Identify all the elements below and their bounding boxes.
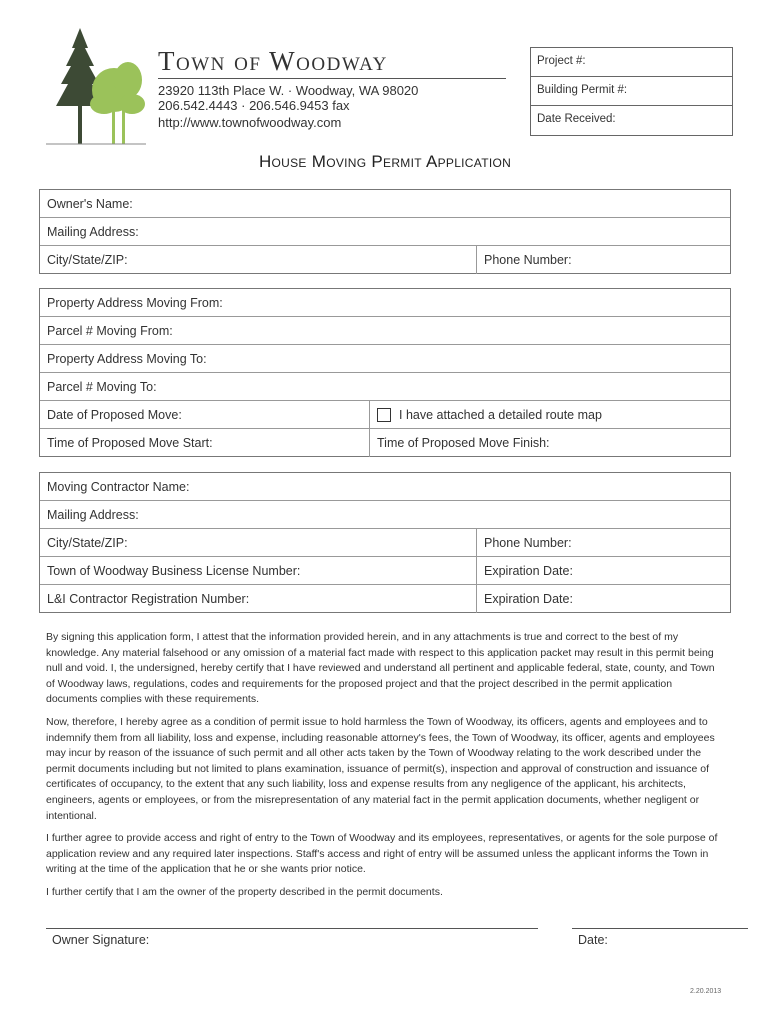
signature-date-label: Date: [578,933,608,947]
owner-name-label: Owner's Name: [47,197,133,211]
office-use-box [530,47,733,136]
town-website: http://www.townofwoodway.com [158,115,342,130]
terms-paragraph-2: Now, therefore, I hereby agree as a condition of permit issue to hold harmless the Town of Woodway, its officers, agents and employees and to indemnify them from all liability, loss and expense, including reasonable attorney's fees, the Town of Woodway, its officer, agents and employees may incur by reason of the issuance of such permit and all other acts taken by the Town of Woodway relating to the work described under the permit documents including but not limited to plans examination, issuance of permit(s), inspection and approval of construction and issuance of certificates of occupancy, to the extent that any such liability, loss and expense results from any negligence of the applicant, his architects, engineers, agents or employees, or from the misrepresentation of any material fact in the permit application documents, whether negligent or intentional. [46,716,715,822]
owner-city-label: City/State/ZIP: [47,253,128,267]
license-expiration-label: Expiration Date: [484,564,573,578]
contractor-section [39,472,731,613]
terms-paragraph-1: By signing this application form, I attest that the information provided herein, and in any attachments is true and correct to the best of my knowledge. Any material falsehood or any omission of a material fact made with respect to this application packet may result in this permit being null and void. I, the undersigned, hereby certify that I have reviewed and understand all pertinent and applicable federal, state, county, and Town of Woodway laws, regulations, codes and requirements for the proposed project and that the project described in the permit application documents complies with these requirements. [46,631,715,706]
owner-mailing-field[interactable] [40,218,730,246]
address-to-label: Property Address Moving To: [47,352,207,366]
town-address: 23920 113th Place W. · Woodway, WA 98020 [158,83,419,98]
date-received-label: Date Received: [537,113,616,125]
contractor-mailing-label: Mailing Address: [47,508,139,522]
move-finish-label: Time of Proposed Move Finish: [377,436,550,450]
registration-expiration-field[interactable] [476,585,732,613]
parcel-from-label: Parcel # Moving From: [47,324,173,338]
revision-date: 2.20.2013 [690,988,722,995]
address-to-field[interactable] [40,345,730,373]
town-phone: 206.542.4443 · 206.546.9453 fax [158,98,350,113]
property-section [39,288,731,457]
owner-section [39,189,731,274]
contractor-city-field[interactable] [40,529,476,556]
move-date-field[interactable] [40,401,369,428]
date-received-field[interactable] [531,106,732,135]
move-finish-field[interactable] [369,429,732,457]
owner-name-field[interactable] [40,190,730,218]
business-license-field[interactable] [40,557,476,584]
terms-paragraph-4: I further certify that I am the owner of the property described in the permit documents. [46,886,443,898]
terms-paragraph-3: I further agree to provide access and right of entry to the Town of Woodway and its employees, representatives, or agents for the sole purpose of application review and any required later inspections. Staff's access and right of entry will be assumed unless the applicant informs the Town in writing at the time of the application that he or she wants prior notice. [46,832,718,876]
address-from-field[interactable] [40,289,730,317]
building-permit-label: Building Permit #: [537,84,628,96]
li-registration-label: L&I Contractor Registration Number: [47,592,250,606]
route-map-label: I have attached a detailed route map [399,408,602,422]
move-start-field[interactable] [40,429,369,457]
li-registration-field[interactable] [40,585,476,613]
address-from-label: Property Address Moving From: [47,296,223,310]
project-number-field[interactable] [531,48,732,77]
route-map-option[interactable] [369,401,732,428]
header-rule [158,78,506,79]
registration-expiration-label: Expiration Date: [484,592,573,606]
parcel-to-field[interactable] [40,373,730,401]
owner-mailing-label: Mailing Address: [47,225,139,239]
contractor-city-label: City/State/ZIP: [47,536,128,550]
contractor-phone-field[interactable] [476,529,732,556]
owner-signature-line[interactable] [46,928,538,929]
contractor-name-label: Moving Contractor Name: [47,480,190,494]
signature-date-line[interactable] [572,928,748,929]
move-date-label: Date of Proposed Move: [47,408,182,422]
business-license-label: Town of Woodway Business License Number: [47,564,301,578]
contractor-mailing-field[interactable] [40,501,730,529]
parcel-from-field[interactable] [40,317,730,345]
move-start-label: Time of Proposed Move Start: [47,436,213,450]
trees-logo-icon [44,26,154,148]
owner-signature-label: Owner Signature: [52,933,150,947]
route-map-checkbox[interactable] [377,408,391,422]
town-name: Town of Woodway [158,46,388,76]
contractor-name-field[interactable] [40,473,730,501]
owner-phone-label: Phone Number: [484,253,572,267]
parcel-to-label: Parcel # Moving To: [47,380,157,394]
form-title: House Moving Permit Application [258,152,512,171]
license-expiration-field[interactable] [476,557,732,584]
owner-city-field[interactable] [40,246,476,274]
contractor-phone-label: Phone Number: [484,536,572,550]
owner-phone-field[interactable] [476,246,732,274]
building-permit-field[interactable] [531,77,732,106]
project-number-label: Project #: [537,55,586,67]
